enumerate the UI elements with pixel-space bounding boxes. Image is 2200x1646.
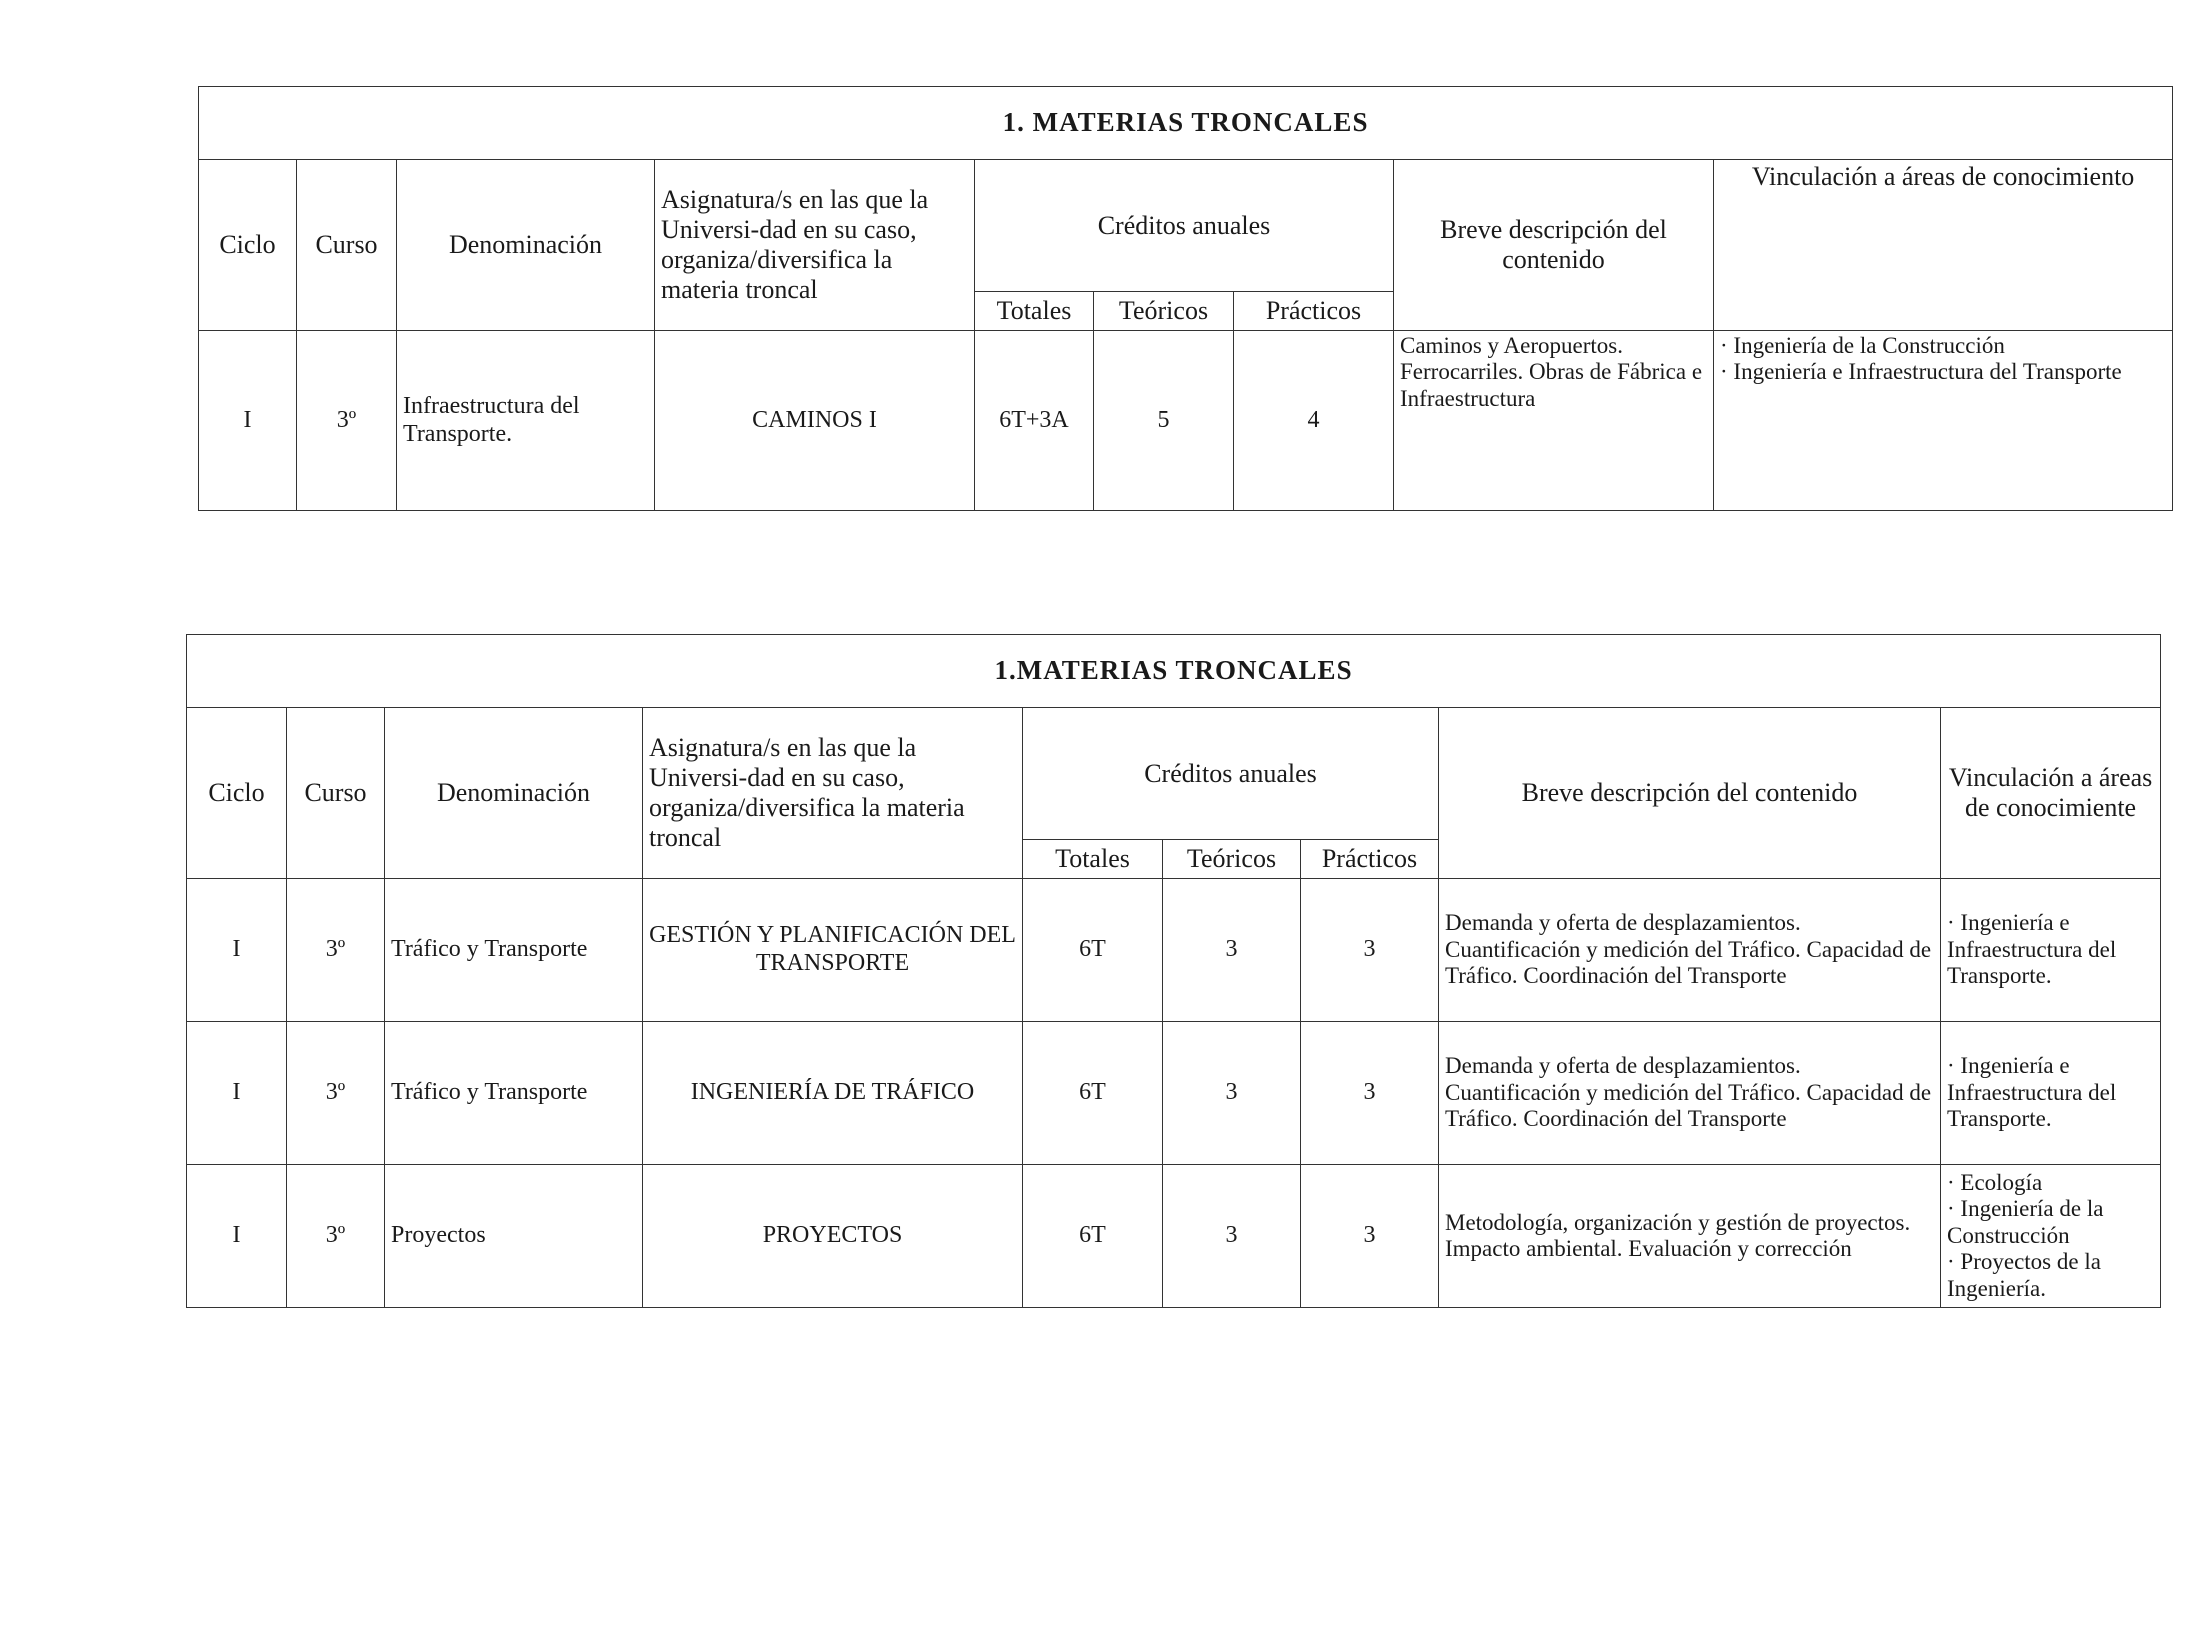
cell-descripcion: Caminos y Aeropuertos. Ferrocarriles. Obras de Fábrica e Infraestructura: [1394, 331, 1714, 511]
cell-vinculacion: [1941, 1022, 2161, 1165]
cell-practicos: 4: [1234, 331, 1394, 511]
header-teoricos: Teóricos: [1094, 292, 1234, 331]
table-title: 1. MATERIAS TRONCALES: [199, 87, 2173, 160]
cell-asignatura: CAMINOS I: [655, 331, 975, 511]
vinculacion-item: · Ingeniería e Infraestructura del Transporte: [1720, 359, 2122, 385]
header-ciclo: Ciclo: [199, 160, 297, 331]
cell-denominacion: Infraestructura del Transporte.: [397, 331, 655, 511]
vinculacion-item: · Ingeniería de la Construcción: [1720, 333, 2005, 358]
cell-ciclo: I: [187, 879, 287, 1022]
vinculacion-item: · Ecología: [1947, 1169, 2043, 1195]
cell-totales: 6T: [1023, 1022, 1163, 1165]
cell-totales: 6T: [1023, 1165, 1163, 1308]
materias-troncales-table-2: [186, 634, 2161, 1308]
cell-practicos: 3: [1301, 1165, 1439, 1308]
table-title: 1.MATERIAS TRONCALES: [187, 635, 2161, 708]
cell-asignatura: INGENIERÍA DE TRÁFICO: [643, 1022, 1023, 1165]
cell-descripcion: Demanda y oferta de desplazamientos. Cuantificación y medición del Tráfico. Capacidad de Tráfico. Coordinación del Transporte: [1439, 879, 1941, 1022]
header-denominacion: Denominación: [397, 160, 655, 331]
cell-descripcion: Metodología, organización y gestión de proyectos. Impacto ambiental. Evaluación y corrección: [1439, 1165, 1941, 1308]
cell-denominacion: Tráfico y Transporte: [385, 1022, 643, 1165]
header-curso: Curso: [287, 708, 385, 879]
header-vinculacion: Vinculación a áreas de conocimiente: [1941, 708, 2161, 879]
header-practicos: Prácticos: [1301, 840, 1439, 879]
header-creditos: Créditos anuales: [1023, 708, 1439, 840]
cell-curso: 3º: [287, 1022, 385, 1165]
cell-ciclo: I: [187, 1165, 287, 1308]
header-asignatura: Asignatura/s en las que la Universi-dad en su caso, organiza/diversifica la materia troncal: [655, 160, 975, 331]
cell-vinculacion: [1941, 1165, 2161, 1308]
cell-denominacion: Proyectos: [385, 1165, 643, 1308]
header-ciclo: Ciclo: [187, 708, 287, 879]
cell-teoricos: 3: [1163, 1165, 1301, 1308]
header-curso: Curso: [297, 160, 397, 331]
cell-practicos: 3: [1301, 1022, 1439, 1165]
header-totales: Totales: [975, 292, 1094, 331]
header-descripcion: Breve descripción del contenido: [1439, 708, 1941, 879]
header-totales: Totales: [1023, 840, 1163, 879]
cell-teoricos: 5: [1094, 331, 1234, 511]
table-row: [187, 879, 2161, 1022]
cell-curso: 3º: [287, 879, 385, 1022]
header-practicos: Prácticos: [1234, 292, 1394, 331]
cell-totales: 6T+3A: [975, 331, 1094, 511]
table-row: [187, 1165, 2161, 1308]
header-denominacion: Denominación: [385, 708, 643, 879]
vinculacion-item: · Ingeniería e Infraestructura del Transporte.: [1947, 910, 2117, 989]
cell-denominacion: Tráfico y Transporte: [385, 879, 643, 1022]
cell-asignatura: PROYECTOS: [643, 1165, 1023, 1308]
cell-totales: 6T: [1023, 879, 1163, 1022]
cell-curso: 3º: [287, 1165, 385, 1308]
header-teoricos: Teóricos: [1163, 840, 1301, 879]
cell-asignatura: GESTIÓN Y PLANIFICACIÓN DEL TRANSPORTE: [643, 879, 1023, 1022]
table-row: [199, 331, 2173, 511]
vinculacion-item: · Ingeniería e Infraestructura del Transporte.: [1947, 1053, 2117, 1132]
cell-ciclo: I: [187, 1022, 287, 1165]
cell-vinculacion: [1714, 331, 2173, 511]
cell-teoricos: 3: [1163, 879, 1301, 1022]
vinculacion-item: · Proyectos de la Ingeniería.: [1947, 1249, 2101, 1301]
cell-descripcion: Demanda y oferta de desplazamientos. Cuantificación y medición del Tráfico. Capacidad de Tráfico. Coordinación del Transporte: [1439, 1022, 1941, 1165]
table-row: [187, 1022, 2161, 1165]
cell-ciclo: I: [199, 331, 297, 511]
header-descripcion: Breve descripción del contenido: [1394, 160, 1714, 331]
cell-curso: 3º: [297, 331, 397, 511]
cell-practicos: 3: [1301, 879, 1439, 1022]
cell-vinculacion: [1941, 879, 2161, 1022]
header-vinculacion: Vinculación a áreas de conocimiento: [1714, 160, 2173, 331]
materias-troncales-table-1: [198, 86, 2173, 511]
vinculacion-item: · Ingeniería de la Construcción: [1947, 1196, 2104, 1248]
cell-teoricos: 3: [1163, 1022, 1301, 1165]
header-creditos: Créditos anuales: [975, 160, 1394, 292]
header-asignatura: Asignatura/s en las que la Universi-dad en su caso, organiza/diversifica la materia troncal: [643, 708, 1023, 879]
